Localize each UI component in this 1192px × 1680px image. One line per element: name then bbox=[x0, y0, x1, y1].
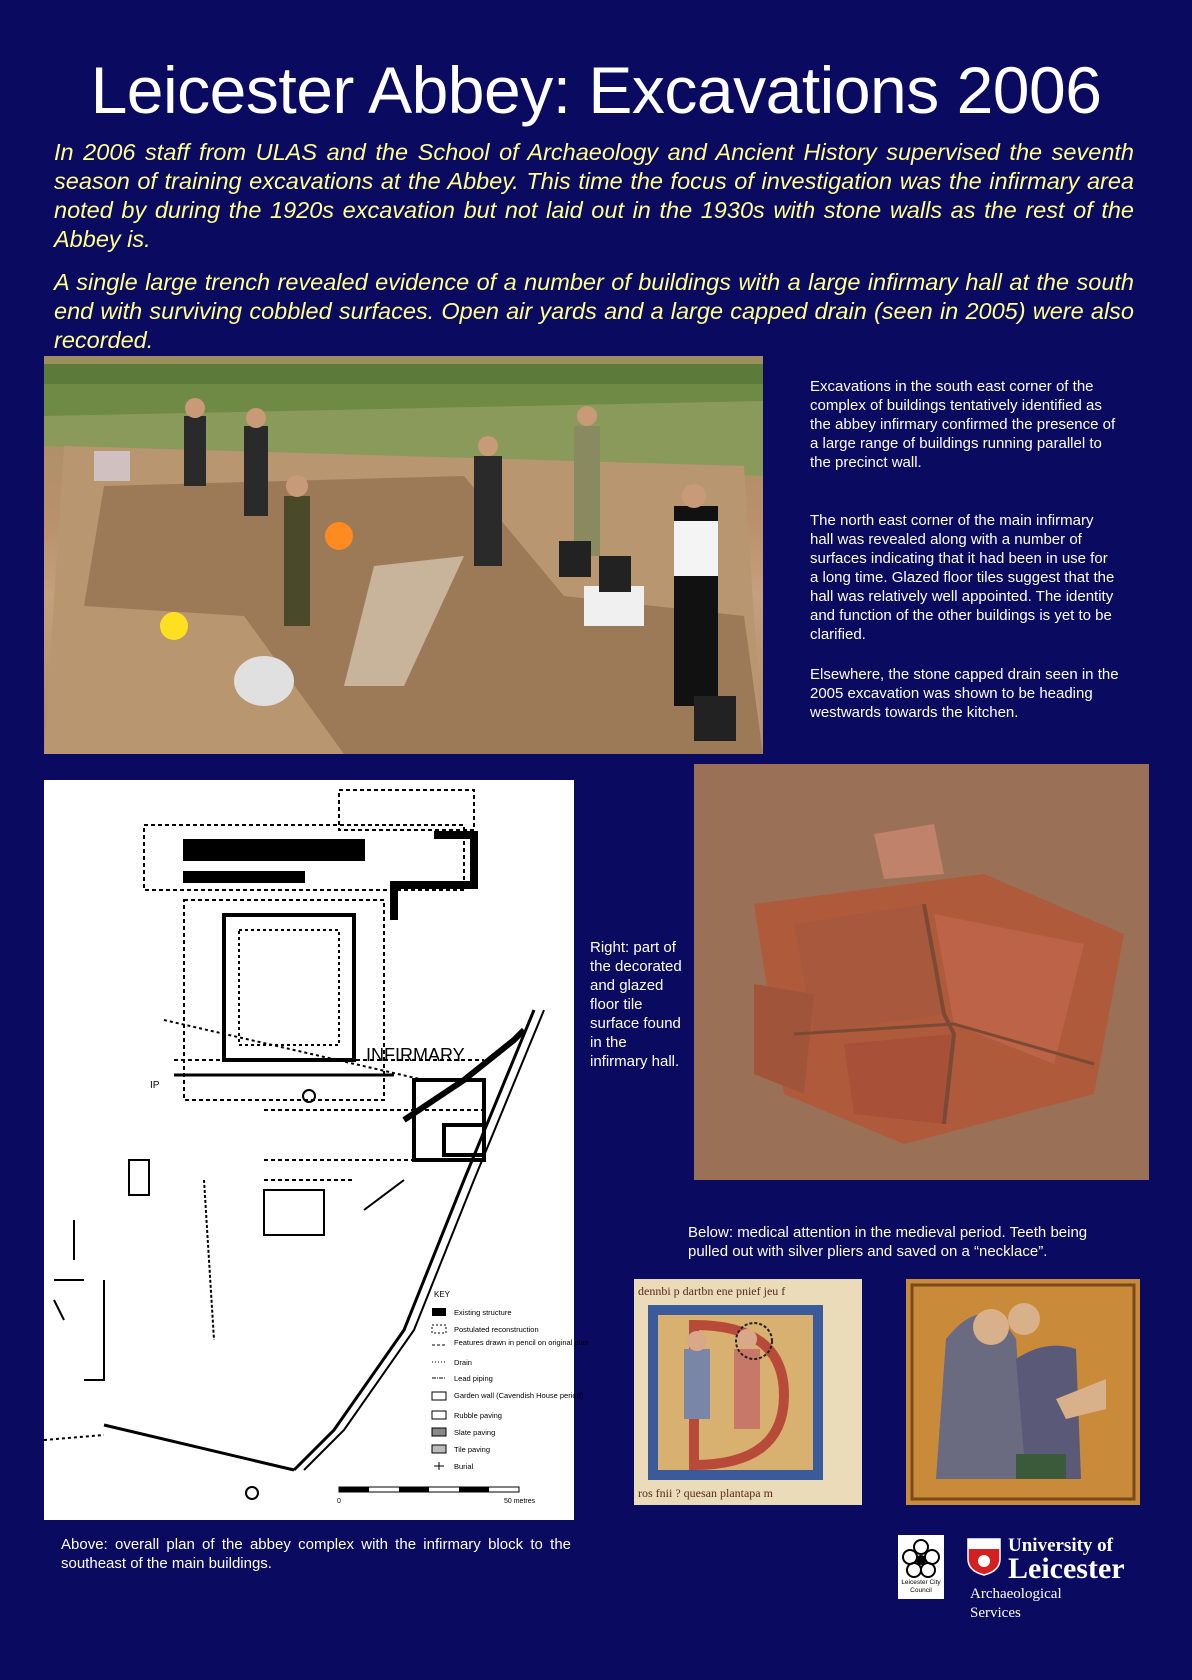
key-item-4: Drain bbox=[454, 1358, 472, 1367]
side-text-2: The north east corner of the main infirmary hall was revealed along with a number of surfaces indicating that it had been in use for a long time. Glazed floor tiles suggest that the hall was relatively well appointed. The identity and function of the other buildings is yet to be clarified. bbox=[810, 512, 1115, 643]
floor-tile-photo bbox=[694, 764, 1149, 1180]
uol-line-1: University of bbox=[1008, 1535, 1114, 1556]
key-title: KEY bbox=[434, 1290, 451, 1299]
excavation-photo-art bbox=[44, 356, 763, 754]
shield-icon bbox=[966, 1537, 1002, 1577]
key-item-8: Slate paving bbox=[454, 1428, 496, 1437]
key-icon-tile bbox=[432, 1445, 446, 1453]
abbey-plan bbox=[44, 780, 589, 1520]
manuscript-illustration-1 bbox=[634, 1279, 862, 1505]
key-item-9: Tile paving bbox=[454, 1445, 490, 1454]
key-icon-burial bbox=[434, 1462, 444, 1470]
side-text-1: Excavations in the south east corner of the complex of buildings tentatively identified as the abbey infirmary confirmed the presence of a large range of buildings running parallel to the precinct wall. bbox=[810, 378, 1116, 471]
scale-start: 0 bbox=[337, 1498, 341, 1505]
key-item-2: Postulated reconstruction bbox=[454, 1325, 539, 1334]
manuscript-1-bottom-text: ros fnii ? quesan plantapa m bbox=[638, 1486, 773, 1500]
abbey-plan-drawing bbox=[44, 780, 589, 1520]
key-icon-dashed bbox=[432, 1325, 446, 1333]
ulas-text: Archaeological Services bbox=[970, 1586, 1062, 1621]
key-icon-slate bbox=[432, 1428, 446, 1436]
leicester-city-council-logo bbox=[898, 1535, 944, 1599]
page-title: Leicester Abbey: Excavations 2006 bbox=[90, 53, 1102, 127]
floor-tile-art bbox=[694, 764, 1149, 1180]
ip-label: IP bbox=[150, 1080, 160, 1091]
excavation-photo bbox=[44, 356, 763, 754]
key-item-6: Garden wall (Cavendish House period) bbox=[454, 1391, 584, 1400]
infirmary-label: INFIRMARY bbox=[366, 1045, 465, 1065]
key-icon-solid bbox=[432, 1308, 446, 1316]
manuscript-2-art bbox=[906, 1279, 1140, 1505]
key-icon-garden bbox=[432, 1392, 446, 1400]
key-icon-rubble bbox=[432, 1411, 446, 1419]
university-of-leicester-logo bbox=[966, 1535, 1166, 1625]
key-item-10: Burial bbox=[454, 1462, 474, 1471]
key-item-3: Features drawn in pencil on original plan bbox=[454, 1338, 589, 1347]
uol-line-2: Leicester bbox=[1008, 1552, 1125, 1585]
tiles-caption: Right: part of the decorated and glazed floor tile surface found in the infirmary hall. bbox=[590, 939, 682, 1070]
side-text-3: Elsewhere, the stone capped drain seen in the 2005 excavation was shown to be heading westwards towards the kitchen. bbox=[810, 666, 1119, 721]
plan-key bbox=[432, 1308, 589, 1471]
intro-paragraph-2: A single large trench revealed evidence of a number of buildings with a large infirmary hall at the south end with surviving cobbled surfaces. Open air yards and a large capped drain (seen in 2005) were also recorded. bbox=[54, 269, 1134, 353]
key-item-1: Existing structure bbox=[454, 1308, 512, 1317]
scale-end: 50 metres bbox=[504, 1498, 536, 1505]
manuscript-1-art bbox=[634, 1279, 862, 1505]
manuscript-illustration-2 bbox=[906, 1279, 1140, 1505]
intro-paragraph-1: In 2006 staff from ULAS and the School of Archaeology and Ancient History supervised the seventh season of training excavations at the Abbey. This time the focus of investigation was the infirmary area noted by during the 1920s excavation but not laid out in the 1930s with stone walls as the rest of the Abbey is. bbox=[54, 139, 1134, 252]
lcc-logo-text: Leicester City Council bbox=[901, 1579, 941, 1594]
plan-caption: Above: overall plan of the abbey complex with the infirmary block to the southeast of the main buildings. bbox=[61, 1536, 571, 1572]
key-item-7: Rubble paving bbox=[454, 1411, 502, 1420]
key-item-5: Lead piping bbox=[454, 1374, 493, 1383]
manuscript-1-top-text: dennbi p dartbn ene pnief jeu f bbox=[638, 1284, 786, 1298]
manuscripts-caption: Below: medical attention in the medieval period. Teeth being pulled out with silver pliers and saved on a “necklace”. bbox=[688, 1224, 1088, 1260]
